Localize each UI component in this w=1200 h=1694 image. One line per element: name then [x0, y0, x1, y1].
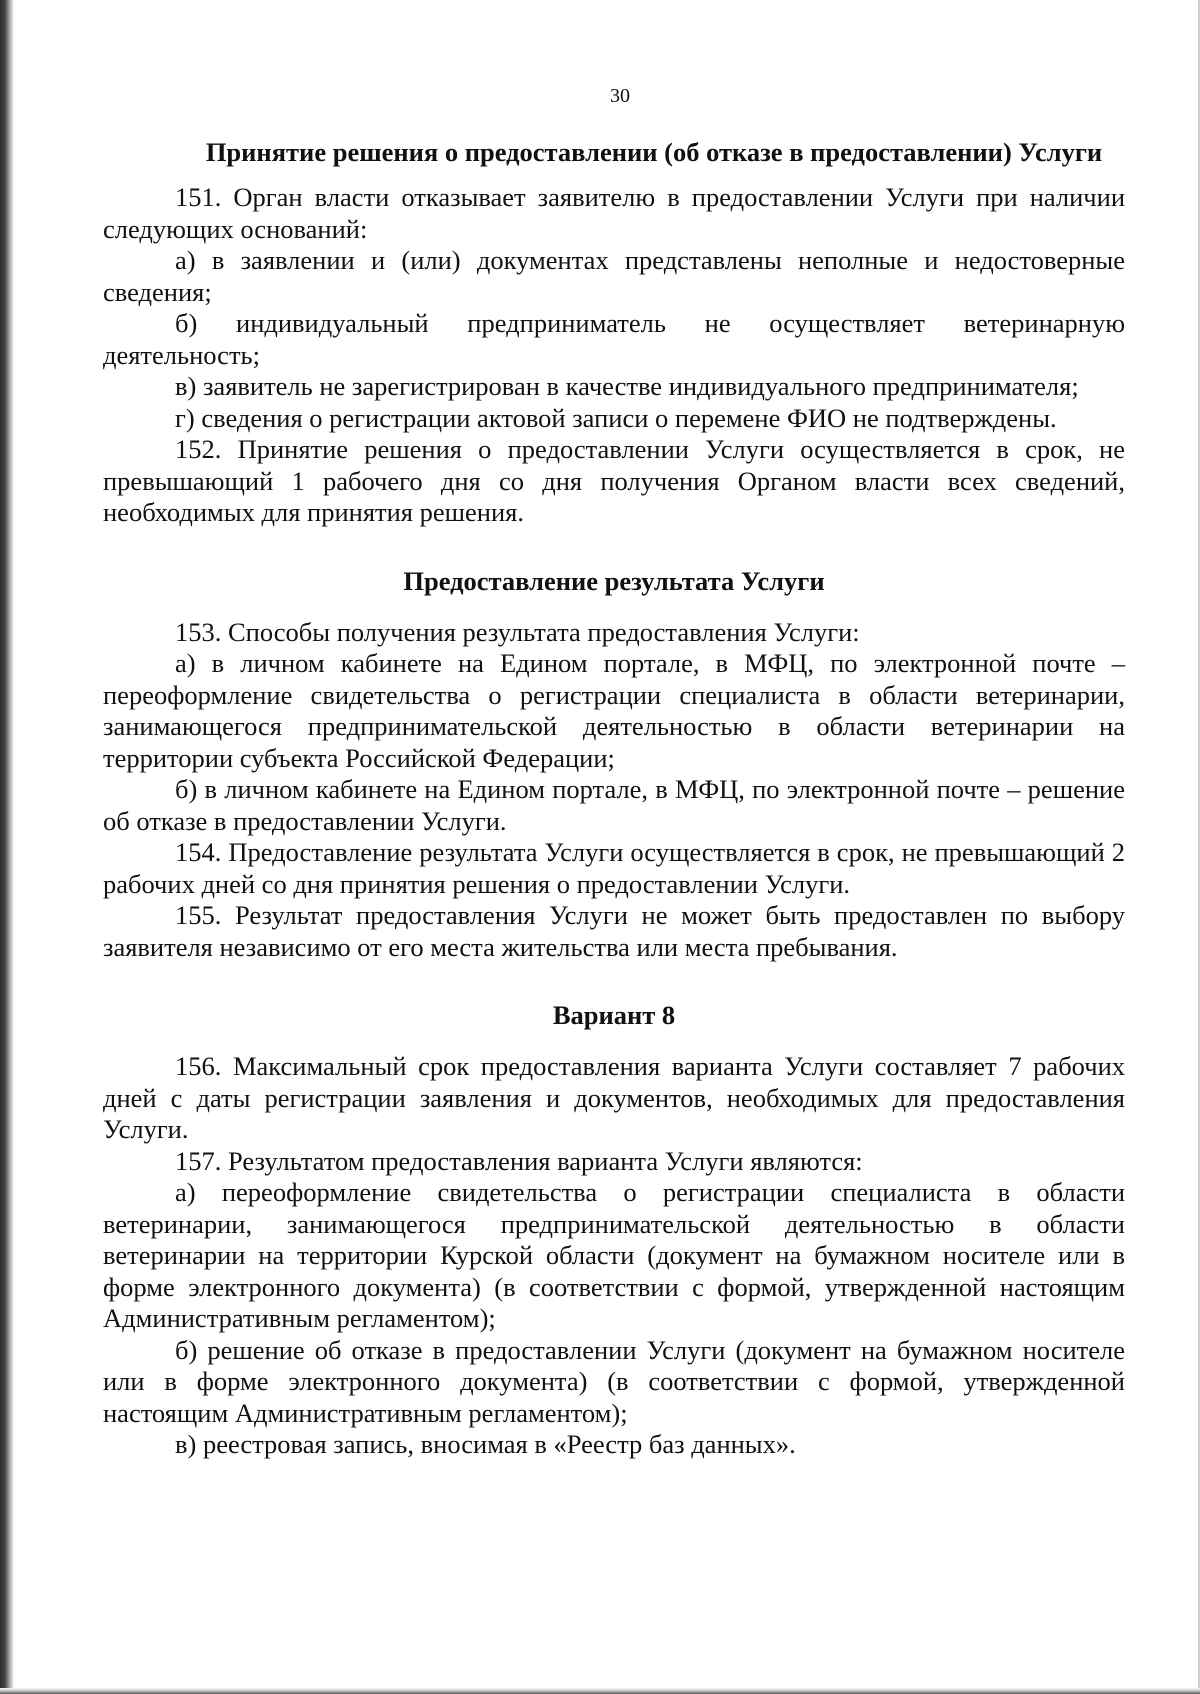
paragraph-156: 156. Максимальный срок предоставления варианта Услуги составляет 7 рабочих дней с даты регистрации заявления и документов, необходимых для предоставления Услуги.: [103, 1051, 1125, 1144]
paragraph-155: 155. Результат предоставления Услуги не может быть предоставлен по выбору заявителя независимо от его места жительства или места пребывания.: [103, 900, 1125, 962]
list-item-157c: в) реестровая запись, вносимая в «Реестр баз данных».: [175, 1429, 796, 1459]
list-item-151c: в) заявитель не зарегистрирован в качестве индивидуального предпринимателя;: [175, 371, 1079, 401]
section-heading-variant-8: Вариант 8: [552, 1000, 676, 1030]
list-item-151b: б) индивидуальный предприниматель не осуществляет ветеринарную деятельность;: [103, 308, 1125, 370]
paragraph-154: 154. Предоставление результата Услуги осуществляется в срок, не превышающий 2 рабочих дней со дня принятия решения о предоставлении Услуги.: [103, 837, 1125, 899]
list-item-151d: г) сведения о регистрации актовой записи о перемене ФИО не подтверждены.: [175, 402, 1057, 433]
page-number: 30: [610, 85, 630, 107]
scan-edge-left: [0, 0, 14, 1694]
list-item-153a: а) в личном кабинете на Едином портале, в МФЦ, по электронной почте – переоформление свидетельства о регистрации специалиста в области ветеринарии, занимающегося предпринимательской деятельностью в области ветеринарии на территории субъекта Российской Федерации;: [103, 648, 1125, 773]
paragraph-157: 157. Результатом предоставления варианта Услуги являются:: [175, 1145, 863, 1176]
scan-edge-bottom: [0, 1688, 1200, 1694]
list-item-151a: а) в заявлении и (или) документах представлены неполные и недостоверные сведения;: [103, 245, 1125, 307]
paragraph-151: 151. Орган власти отказывает заявителю в предоставлении Услуги при наличии следующих оснований:: [103, 182, 1125, 244]
list-item-157b: б) решение об отказе в предоставлении Услуги (документ на бумажном носителе или в форме электронного документа) (в соответствии с формой, утвержденной настоящим Административным регламентом);: [103, 1334, 1125, 1428]
section-heading-result: Предоставление результата Услуги: [403, 565, 825, 596]
paragraph-152: 152. Принятие решения о предоставлении Услуги осуществляется в срок, не превышающий 1 рабочего дня со дня получения Органом власти всех сведений, необходимых для принятия решения.: [103, 434, 1125, 527]
list-item-157a: а) переоформление свидетельства о регистрации специалиста в области ветеринарии, занимающегося предпринимательской деятельностью в области ветеринарии на территории Курской области (документ на бумажном носителе или в форме электронного документа) (в соответствии с формой, утвержденной настоящим Административным регламентом);: [103, 1177, 1125, 1333]
list-item-153b: б) в личном кабинете на Едином портале, в МФЦ, по электронной почте – решение об отказе в предоставлении Услуги.: [103, 774, 1125, 836]
paragraph-153: 153. Способы получения результата предоставления Услуги:: [175, 616, 860, 647]
document-page: [103, 82, 1125, 1461]
section-heading-decision: Принятие решения о предоставлении (об отказе в предоставлении) Услуги: [205, 137, 1103, 167]
